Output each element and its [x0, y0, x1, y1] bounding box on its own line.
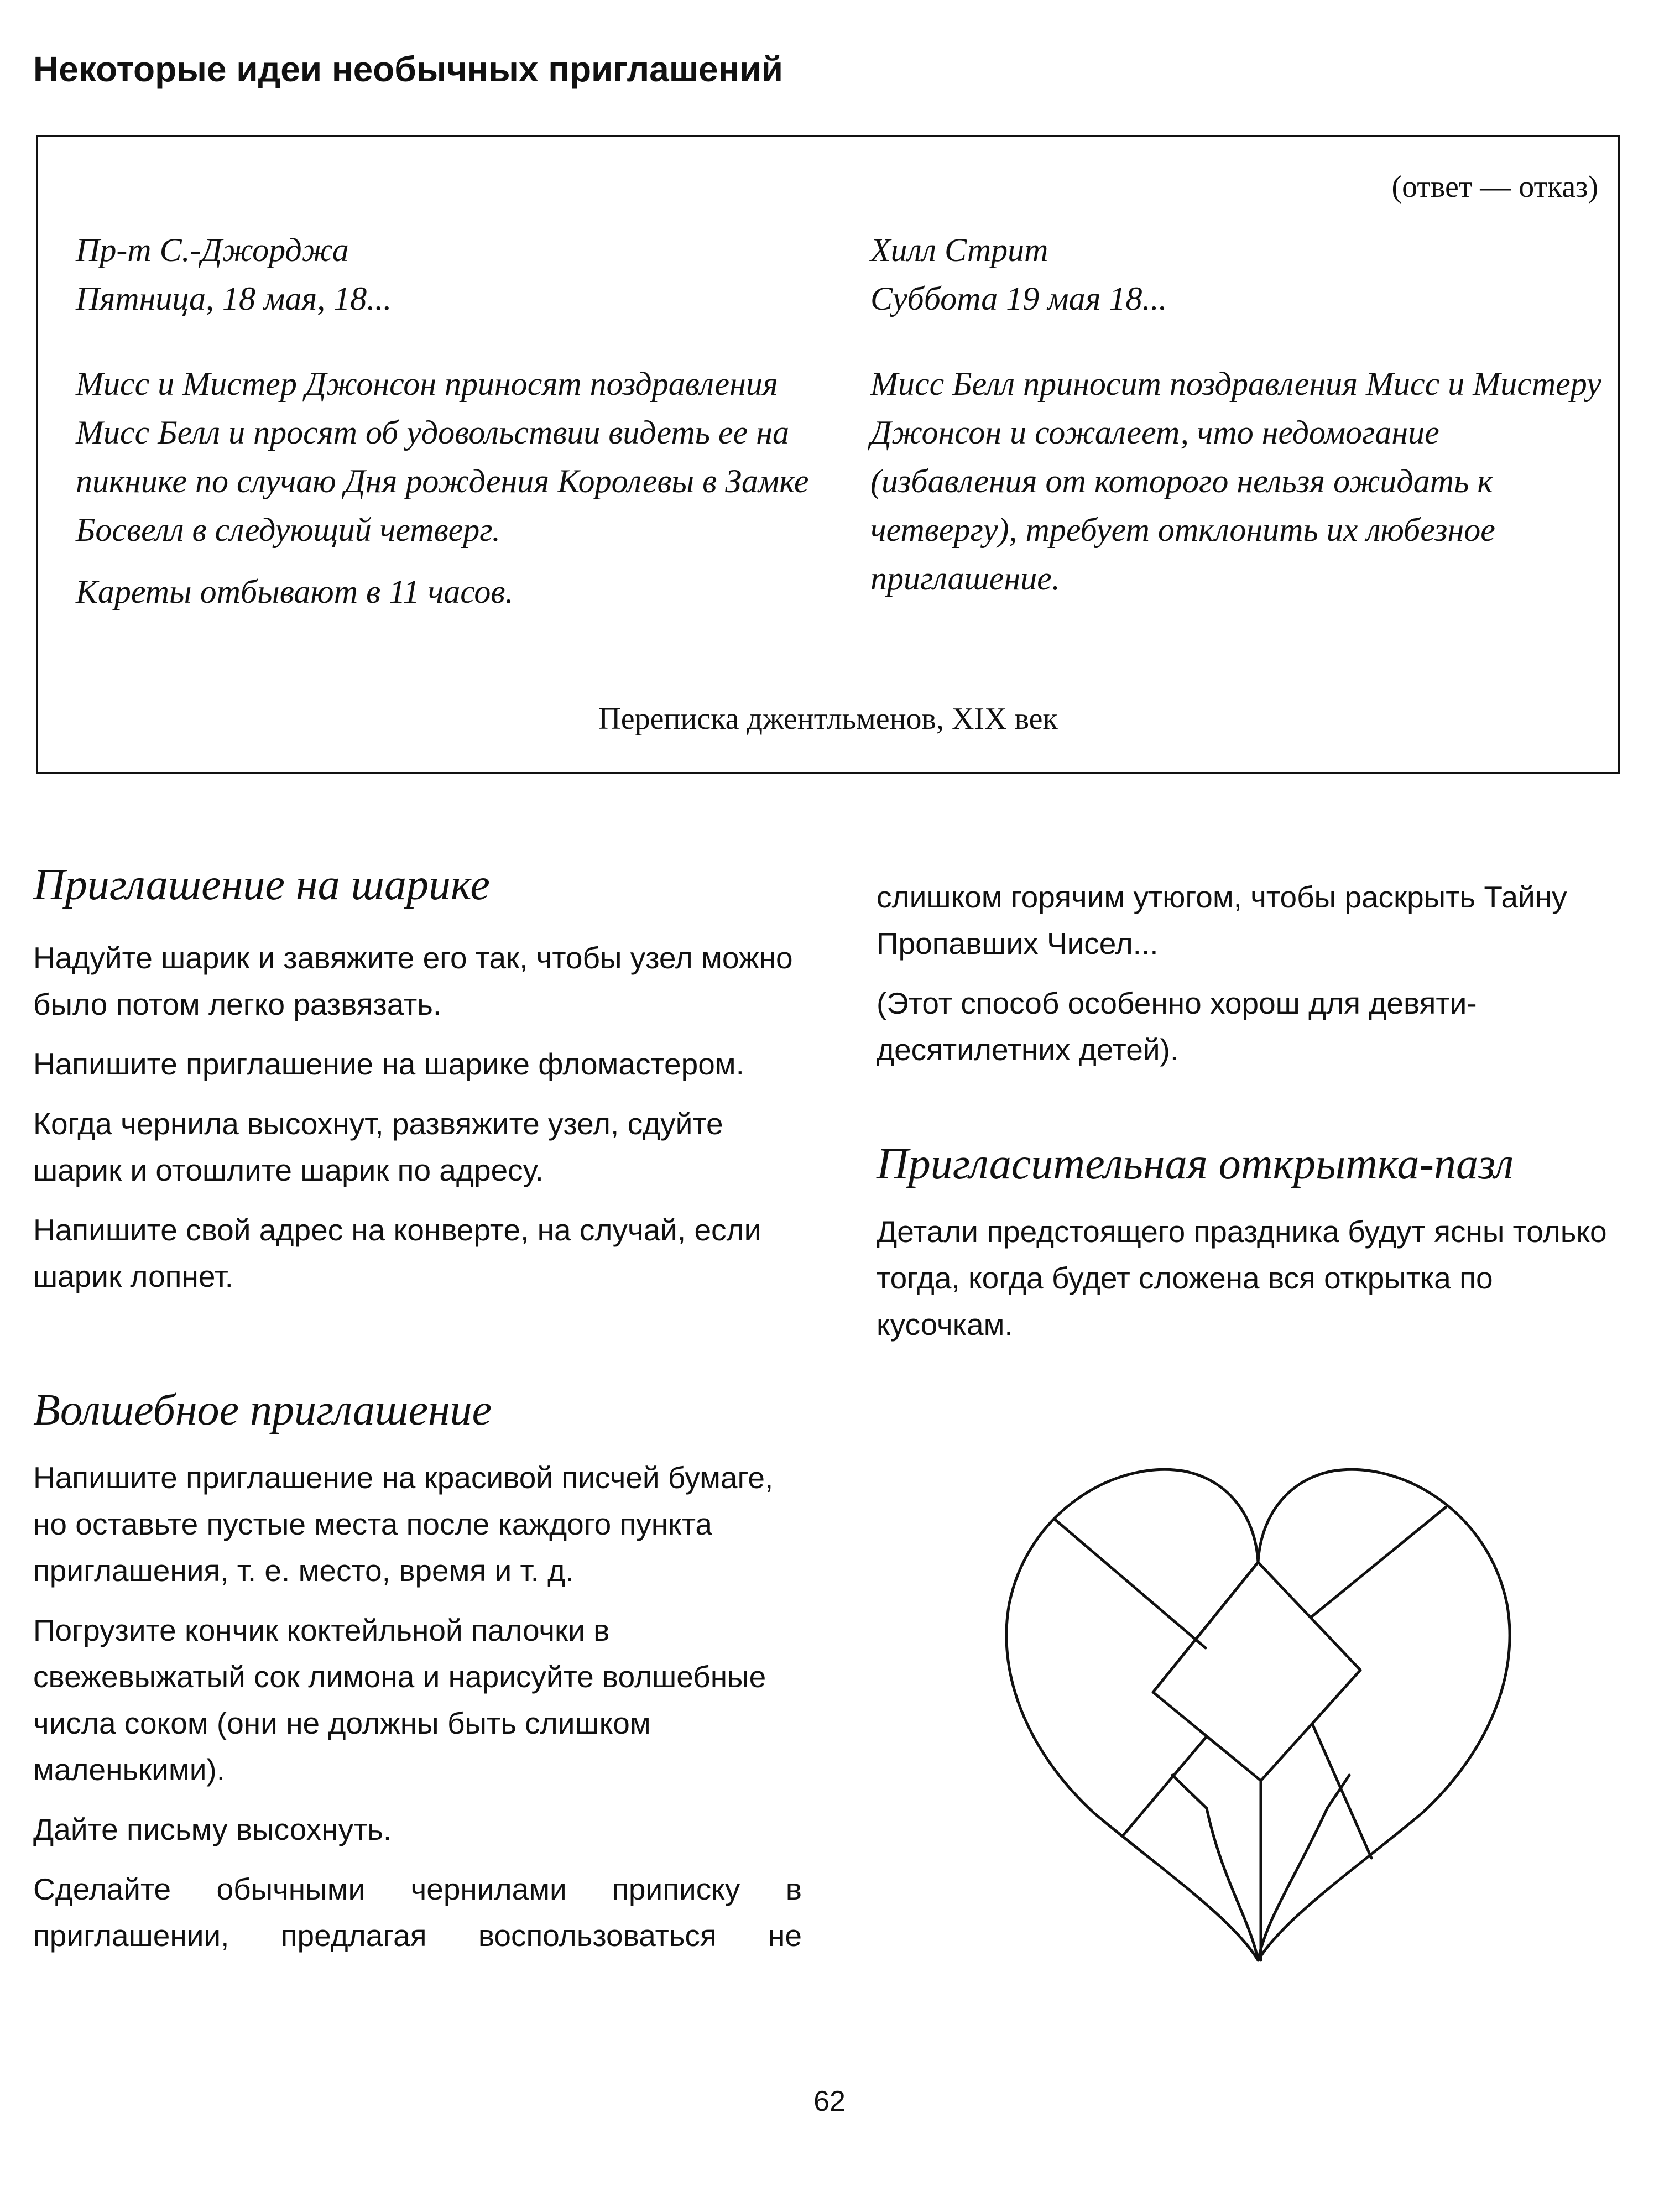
balloon-paragraph: Надуйте шарик и завяжите его так, чтобы узел можно было потом легко развязать.: [33, 941, 793, 1021]
invitation-address: Пр-т С.-Джорджа: [76, 232, 349, 268]
bottom-left-cut: [1172, 1775, 1207, 1808]
right-lower-cut: [1312, 1724, 1371, 1858]
puzzle-section-text: [877, 1208, 1620, 1361]
reply-address: Хилл Стрит: [870, 232, 1048, 268]
balloon-section-text: [33, 935, 802, 1313]
magic-paragraph: Дайте письму высохнуть.: [33, 1812, 392, 1846]
balloon-section-title: Приглашение на шарике: [33, 860, 490, 909]
left-upper-cut: [1055, 1520, 1206, 1648]
bottom-center-cut: [1207, 1808, 1327, 1960]
center-diamond-piece: [1153, 1562, 1360, 1781]
invitation-date: Пятница, 18 мая, 18...: [76, 280, 392, 317]
reply-date: Суббота 19 мая 18...: [870, 280, 1167, 317]
balloon-paragraph: Напишите приглашение на шарике фломастером.: [33, 1047, 744, 1081]
balloon-paragraph: Напишите свой адрес на конверте, на случай, если шарик лопнет.: [33, 1213, 761, 1293]
balloon-paragraph: Когда чернила высохнут, развяжите узел, сдуйте шарик и отошлите шарик по адресу.: [33, 1107, 723, 1187]
heart-puzzle-illustration: [995, 1449, 1521, 1974]
reply-note: (ответ — отказ): [1391, 170, 1598, 204]
magic-section-continuation: [877, 874, 1620, 1086]
left-lower-cut: [1123, 1736, 1207, 1836]
invitation-letter: [76, 226, 839, 616]
reply-letter: [870, 226, 1606, 603]
magic-section-title: Волшебное приглашение: [33, 1386, 492, 1434]
magic-continuation-paragraph: слишком горячим утюгом, чтобы раскрыть Тайну Пропавших Чисел...: [877, 880, 1567, 961]
right-upper-cut: [1311, 1507, 1446, 1618]
page-number: 62: [813, 2085, 846, 2117]
magic-paragraph: Сделайте обычными чернилами приписку в приглашении, предлагая воспользоваться не: [33, 1872, 802, 1953]
invitation-note: Кареты отбывают в 11 часов.: [76, 573, 514, 610]
magic-section-text: [33, 1454, 802, 1972]
puzzle-section-title: Пригласительная открытка-пазл: [877, 1140, 1514, 1188]
puzzle-paragraph: Детали предстоящего праздника будут ясны только тогда, когда будет сложена вся открытка по кусочкам.: [877, 1214, 1607, 1342]
magic-continuation-paragraph: (Этот способ особенно хорош для девяти-десятилетних детей).: [877, 986, 1477, 1067]
magic-paragraph: Напишите приглашение на красивой писчей бумаге, но оставьте пустые места после каждого пункта приглашения, т. е. место, время и т. д.: [33, 1460, 774, 1588]
letters-source-caption: Переписка джентльменов, XIX век: [598, 702, 1058, 736]
magic-paragraph: Погрузите кончик коктейльной палочки в свежевыжатый сок лимона и нарисуйте волшебные числа соком (они не должны быть слишком маленькими).: [33, 1613, 766, 1787]
page-title: Некоторые идеи необычных приглашений: [33, 49, 783, 89]
invitation-body: Мисс и Мистер Джонсон приносят поздравления Мисс Белл и просят об удовольствии видеть ее на пикнике по случаю Дня рождения Королевы в Замке Босвелл в следующий четверг.: [76, 366, 809, 548]
letters-frame: [36, 135, 1620, 774]
reply-body: Мисс Белл приносит поздравления Мисс и Мистеру Джонсон и сожалеет, что недомогание (избавления от которого нельзя ожидать к четвергу), требует отклонить их любезное приглашение.: [870, 366, 1601, 597]
